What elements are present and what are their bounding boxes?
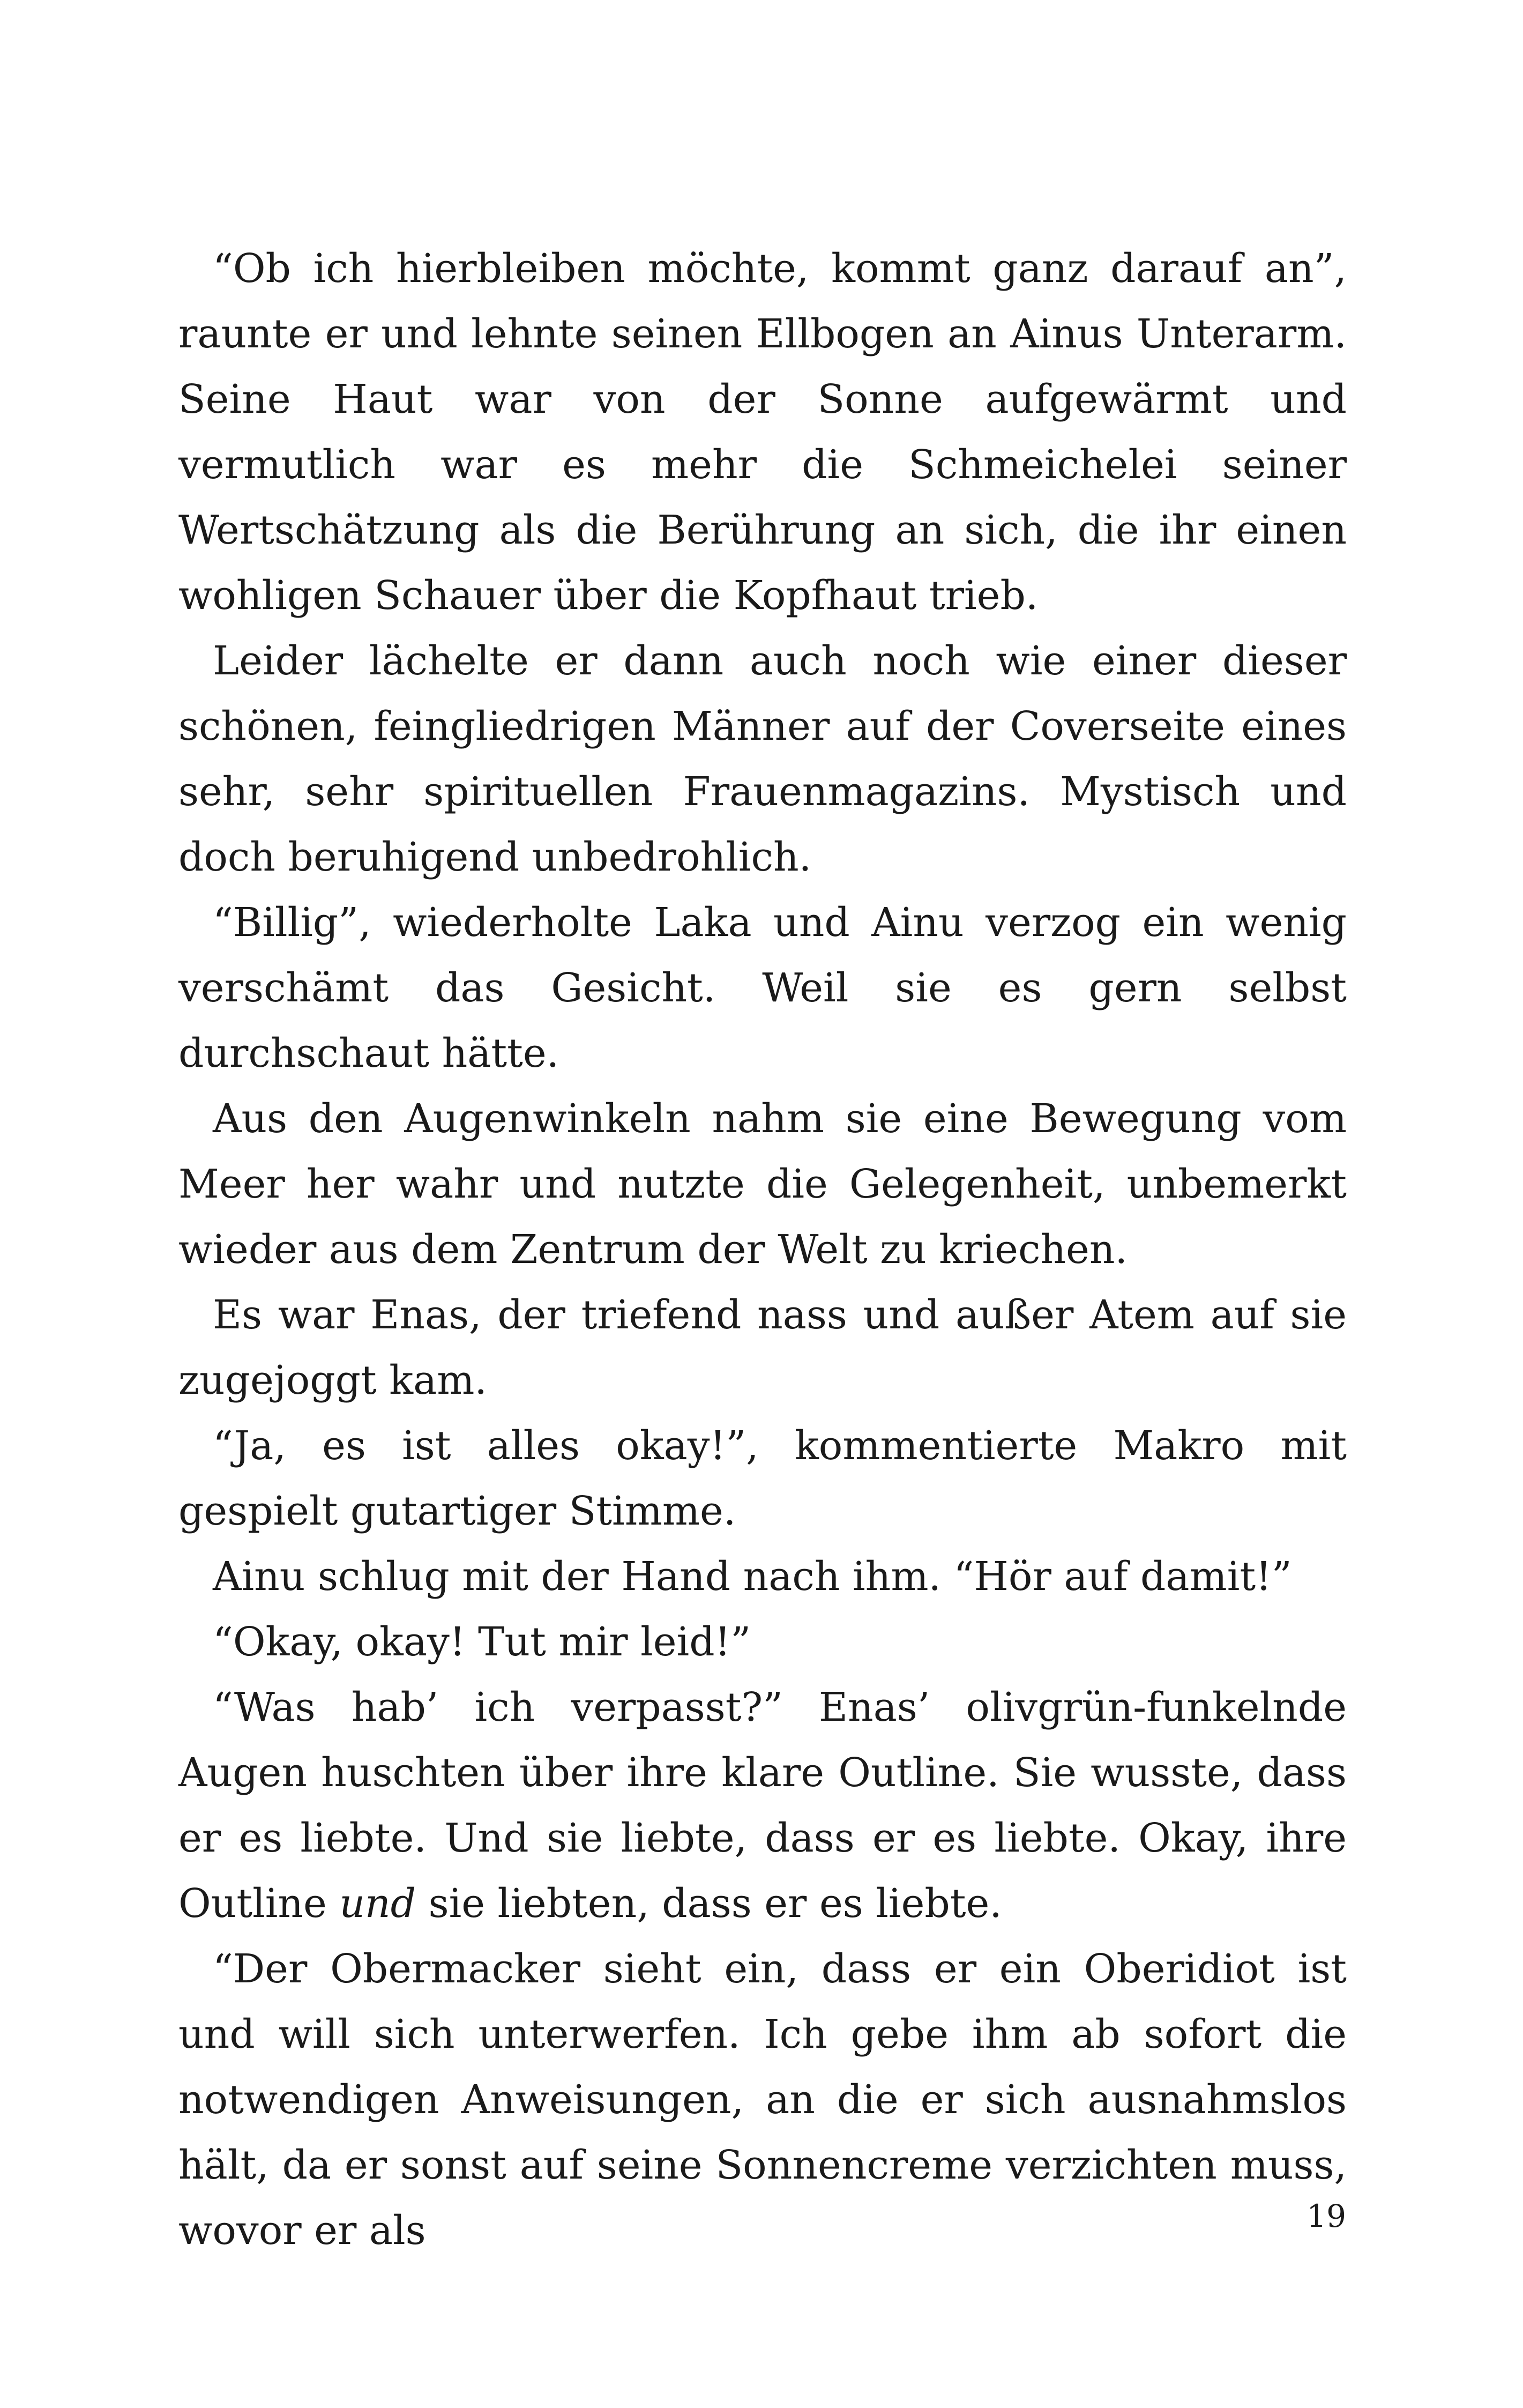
paragraph: Aus den Augenwinkeln nahm sie eine Bewegung vom Meer her wahr und nutzte die Gelegenheit, unbemerkt wieder aus dem Zentrum der Welt zu kriechen. — [178, 1096, 1347, 1273]
paragraph: “Okay, okay! Tut mir leid!” — [213, 1619, 751, 1665]
paragraph: “Ob ich hierbleiben möchte, kommt ganz darauf an”, raunte er und lehnte seinen Ellbogen an Ainus Unterarm. Seine Haut war von der Sonne aufgewärmt und vermutlich war es mehr die Schmeichelei seiner Wertschätzung als die Berührung an sich, die ihr einen wohligen Schauer über die Kopfhaut trieb. — [178, 246, 1347, 619]
emphasized-word: und — [339, 1881, 416, 1927]
paragraph — [178, 1675, 1347, 1936]
page-number: 19 — [1307, 2198, 1346, 2234]
paragraph: Es war Enas, der triefend nass und außer Atem auf sie zugejoggt kam. — [178, 1292, 1347, 1403]
paragraph: Leider lächelte er dann auch noch wie einer dieser schönen, feingliedrigen Männer auf der Coverseite eines sehr, sehr spirituellen Frauenmagazins. Mystisch und doch beruhigend unbedrohlich. — [178, 638, 1347, 880]
paragraph-text: “Was hab’ ich verpasst?” Enas’ olivgrün-funkelnde Augen huschten über ihre klare Outline. Sie wusste, dass er es liebte. Und sie liebte, dass er es liebte. Okay, ihre Outline — [178, 1684, 1347, 1927]
body-text — [178, 236, 1347, 2263]
paragraph: “Ja, es ist alles okay!”, kommentierte Makro mit gespielt gutartiger Stimme. — [178, 1423, 1347, 1534]
paragraph: Ainu schlug mit der Hand nach ihm. “Hör auf damit!” — [213, 1554, 1292, 1600]
paragraph-text: sie liebten, dass er es liebte. — [416, 1881, 1002, 1927]
paragraph: “Billig”, wiederholte Laka und Ainu verzog ein wenig verschämt das Gesicht. Weil sie es gern selbst durchschaut hätte. — [178, 900, 1347, 1076]
paragraph: “Der Obermacker sieht ein, dass er ein Oberidiot ist und will sich unterwerfen. Ich gebe ihm ab sofort die notwendigen Anweisungen, an die er sich ausnahmslos hält, da er sonst auf seine Sonnencreme verzichten muss, wovor er als — [178, 1946, 1347, 2254]
